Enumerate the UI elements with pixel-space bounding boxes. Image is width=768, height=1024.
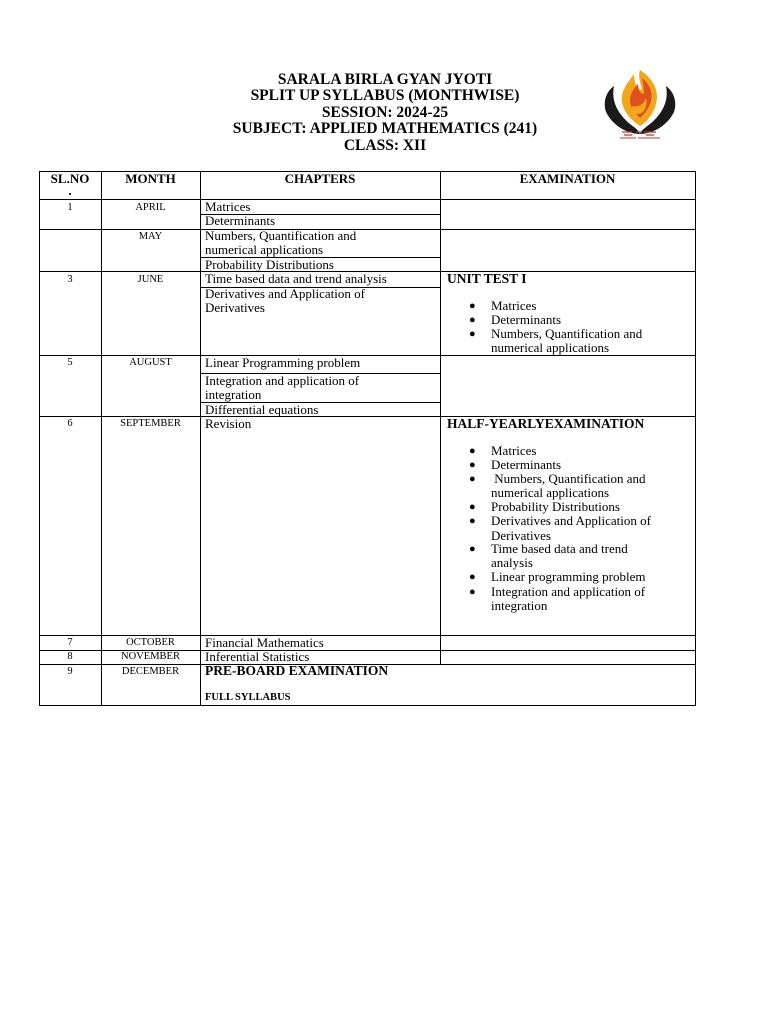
month-august: AUGUST [129,357,172,368]
chapter-item: Probability Distributions [205,257,334,272]
month-april: APRIL [135,202,166,213]
col-header-chapters: CHAPTERS [284,171,356,186]
col-header-examination: EXAMINATION [519,171,616,186]
subject: SUBJECT: APPLIED MATHEMATICS (241) [232,120,538,138]
slno-november: 8 [67,651,73,662]
month-december: DECEMBER [121,666,180,677]
chapter-item: Linear Programming problem [205,355,361,370]
chapter-item: numerical applications [205,242,324,257]
chapter-item: Integration and application of [205,373,360,388]
list-item-continuation: numerical applications [491,340,610,355]
col-header-slno-dot: . [68,183,72,198]
chapter-item: Financial Mathematics [205,635,324,650]
month-june: JUNE [137,274,164,285]
document-title: SPLIT UP SYLLABUS (MONTHWISE) [250,87,520,105]
exam-title-pre-board: PRE-BOARD EXAMINATION [205,663,389,678]
chapter-item: integration [205,387,262,402]
chapter-item: Differential equations [205,402,319,417]
chapter-item: Matrices [205,199,251,214]
list-item-continuation: Derivatives [491,528,551,543]
list-item-continuation: analysis [491,555,533,570]
month-november: NOVEMBER [121,651,180,662]
slno-october: 7 [67,637,73,648]
list-item-continuation: numerical applications [491,485,610,500]
col-header-month: MONTH [125,171,176,186]
col-header-slno: SL.NO [50,171,90,186]
slno-august: 5 [67,357,73,368]
chapter-item: Inferential Statistics [205,649,310,664]
syllabus-table: SL.NO . MONTH CHAPTERS EXAMINATION 1 APRIL Matrices Determinants MAY Numbers, Quantification and numerical applications Probability Distributions 3 JUNE Time based data and trend analysis Derivatives and Application of Derivatives UNIT TEST I ● Matrices ● Determinants ● Numbers, Quantification and numerical applications 5 AUGUST Linear Programming problem Integration and application of integration Differential equations 6 SEPTEMBER Revision HALF-YEARLYEXAMINATION ● Matrices ● Determinants ● Numbers, Quantification and numerical applications ● Probability Distributions ● Derivatives and Application of Derivatives ● Time based data and trend analysis ● Linear programming problem ● Integration and application of integration 7 OCTOBER Financial Mathematics 8 NOVEMBER Inferential Statistics 9 DECEMBER PRE-BOARD EXAMINATION FULL SYLLABUS [39,171,695,705]
class: CLASS: XII [343,136,427,154]
slno-june: 3 [67,274,73,285]
exam-title-unit-test: UNIT TEST I [447,271,527,286]
month-september: SEPTEMBER [120,418,181,429]
chapter-item: Time based data and trend analysis [205,271,387,286]
full-syllabus-note: FULL SYLLABUS [205,692,291,703]
chapter-item: Derivatives [205,300,265,315]
chapter-item: Numbers, Quantification and [205,228,357,243]
exam-title-half-yearly: HALF-YEARLYEXAMINATION [447,416,645,431]
school-name: SARALA BIRLA GYAN JYOTI [277,71,493,88]
chapter-item: Determinants [205,213,276,228]
list-item-continuation: integration [491,598,548,613]
slno-april: 1 [67,202,73,213]
slno-september: 6 [67,418,73,429]
school-logo-icon [600,64,680,146]
chapter-item: Revision [205,416,252,431]
session: SESSION: 2024-25 [321,103,449,121]
month-october: OCTOBER [126,637,175,648]
chapter-item: Derivatives and Application of [205,286,365,301]
slno-december: 9 [67,666,73,677]
month-may: MAY [138,231,163,242]
document-header [150,72,620,154]
